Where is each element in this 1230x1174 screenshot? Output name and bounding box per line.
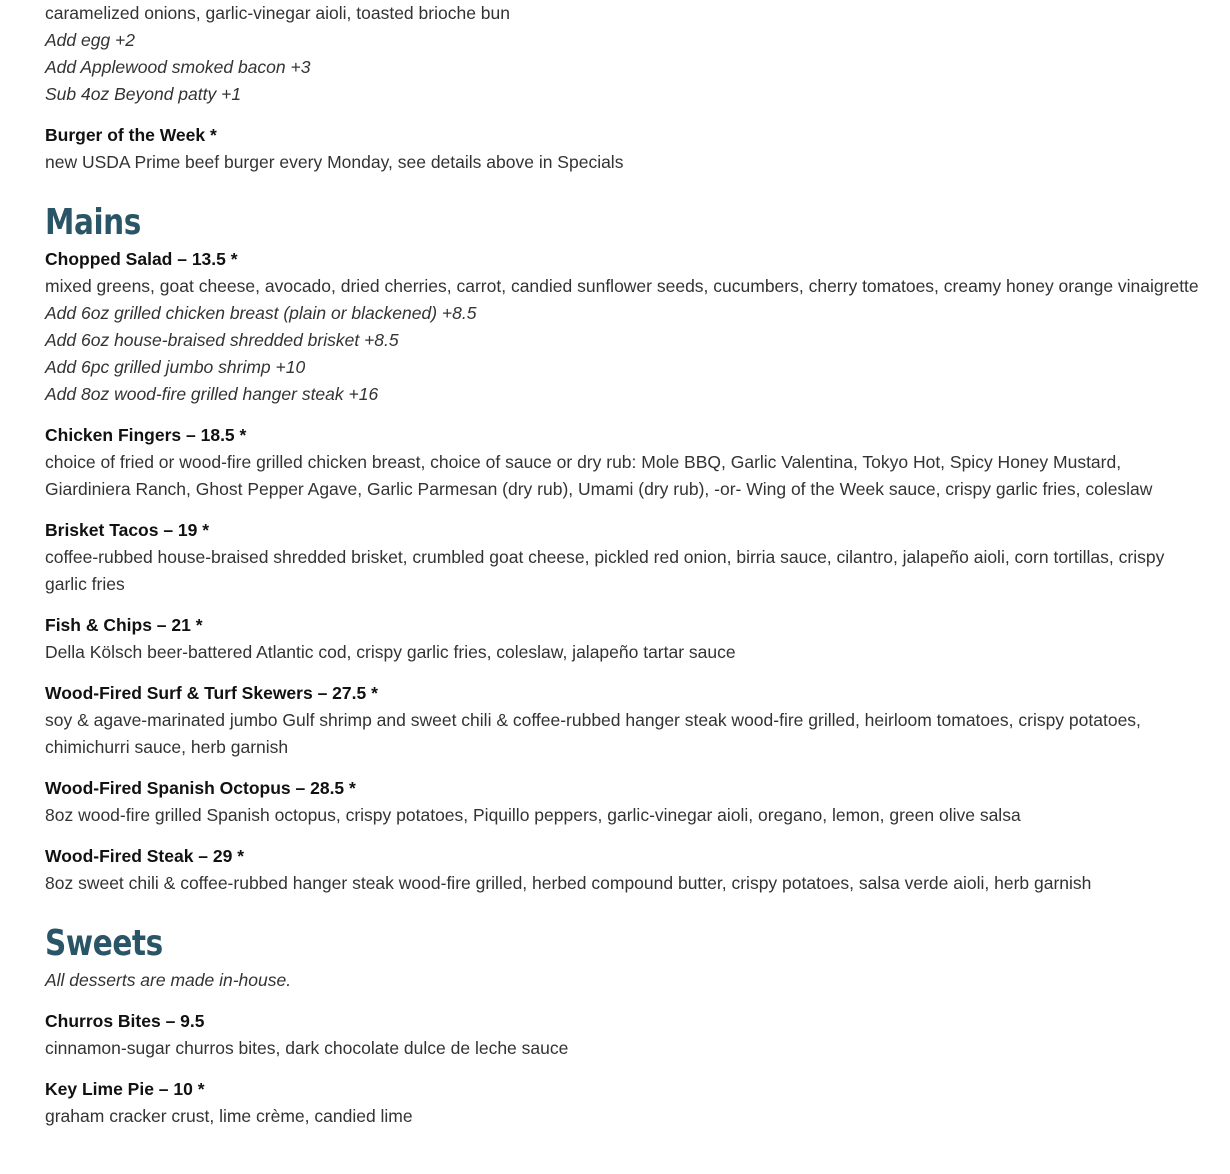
item-addon: Add 6pc grilled jumbo shrimp +10 — [45, 357, 306, 377]
item-title: Burger of the Week * — [45, 125, 217, 145]
item-description: chimichurri sauce, herb garnish — [45, 737, 289, 757]
item-addon: Add 6oz house-braised shredded brisket +8.5 — [45, 330, 399, 350]
menu-item-steak — [45, 843, 1220, 897]
item-title: Chopped Salad – 13.5 * — [45, 249, 238, 269]
menu-page — [45, 0, 1220, 1144]
section-sweets — [45, 923, 1220, 1130]
item-title: Wood-Fired Spanish Octopus – 28.5 * — [45, 778, 356, 798]
sweets-note: All desserts are made in-house. — [45, 970, 292, 990]
item-description: 8oz sweet chili & coffee-rubbed hanger steak wood-fire grilled, herbed compound butter, crispy potatoes, salsa verde aioli, herb garnish — [45, 873, 1092, 893]
item-addon: Add egg +2 — [45, 30, 136, 50]
item-title: Wood-Fired Surf & Turf Skewers – 27.5 * — [45, 683, 378, 703]
item-addon: Sub 4oz Beyond patty +1 — [45, 84, 242, 104]
item-description: Giardiniera Ranch, Ghost Pepper Agave, Garlic Parmesan (dry rub), Umami (dry rub), -or- Wing of the Week sauce, crispy garlic fries, coleslaw — [45, 479, 1153, 499]
item-description: graham cracker crust, lime crème, candied lime — [45, 1106, 413, 1126]
menu-item-burger-of-the-week — [45, 122, 1220, 176]
item-title: Wood-Fired Steak – 29 * — [45, 846, 245, 866]
item-description: Della Kölsch beer-battered Atlantic cod, crispy garlic fries, coleslaw, jalapeño tartar sauce — [45, 642, 736, 662]
menu-item-surf-and-turf — [45, 680, 1220, 761]
item-description: 8oz wood-fire grilled Spanish octopus, crispy potatoes, Piquillo peppers, garlic-vinegar aioli, oregano, lemon, green olive salsa — [45, 805, 1021, 825]
section-heading-sweets: Sweets — [45, 923, 163, 964]
item-description: garlic fries — [45, 574, 125, 594]
item-description: choice of fried or wood-fire grilled chicken breast, choice of sauce or dry rub: Mole BBQ, Garlic Valentina, Tokyo Hot, Spicy Honey Mustard, — [45, 452, 1122, 472]
menu-item-brisket-tacos — [45, 517, 1220, 598]
menu-item-chopped-salad — [45, 246, 1220, 408]
section-mains — [45, 202, 1220, 897]
item-addon: Add 8oz wood-fire grilled hanger steak +16 — [45, 384, 379, 404]
menu-item-fish-and-chips — [45, 612, 1220, 666]
item-addon: Add 6oz grilled chicken breast (plain or blackened) +8.5 — [45, 303, 477, 323]
menu-item-key-lime-pie — [45, 1076, 1220, 1130]
item-title: Chicken Fingers – 18.5 * — [45, 425, 247, 445]
item-description: new USDA Prime beef burger every Monday, see details above in Specials — [45, 152, 624, 172]
item-description: mixed greens, goat cheese, avocado, dried cherries, carrot, candied sunflower seeds, cucumbers, cherry tomatoes, creamy honey orange vinaigrette — [45, 276, 1199, 296]
item-addon: Add Applewood smoked bacon +3 — [45, 57, 311, 77]
item-title: Key Lime Pie – 10 * — [45, 1079, 205, 1099]
item-title: Fish & Chips – 21 * — [45, 615, 203, 635]
menu-item-partial — [45, 0, 1220, 108]
menu-item-spanish-octopus — [45, 775, 1220, 829]
item-description: caramelized onions, garlic-vinegar aioli, toasted brioche bun — [45, 3, 510, 23]
item-description: coffee-rubbed house-braised shredded brisket, crumbled goat cheese, pickled red onion, birria sauce, cilantro, jalapeño aioli, corn tortillas, crispy — [45, 547, 1165, 567]
menu-item-churros-bites — [45, 1008, 1220, 1062]
item-title: Brisket Tacos – 19 * — [45, 520, 210, 540]
item-description: cinnamon-sugar churros bites, dark chocolate dulce de leche sauce — [45, 1038, 569, 1058]
item-description: soy & agave-marinated jumbo Gulf shrimp and sweet chili & coffee-rubbed hanger steak wood-fire grilled, heirloom tomatoes, crispy potatoes, — [45, 710, 1141, 730]
item-title: Churros Bites – 9.5 — [45, 1011, 205, 1031]
menu-item-chicken-fingers — [45, 422, 1220, 503]
section-heading-mains: Mains — [45, 202, 141, 243]
section-note — [45, 967, 1220, 994]
